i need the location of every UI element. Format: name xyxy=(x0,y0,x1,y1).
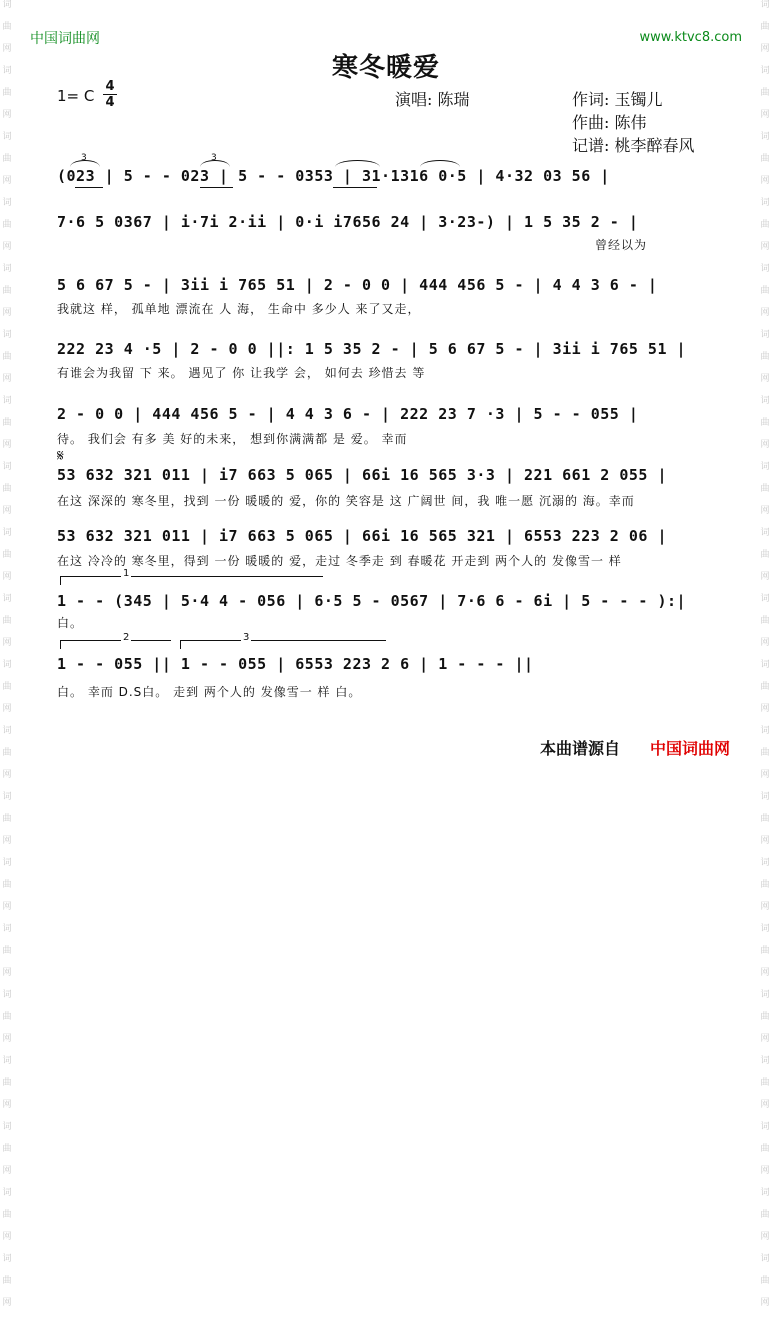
watermark-glyph: 词 xyxy=(2,528,12,538)
watermark-glyph: 曲 xyxy=(760,1144,770,1154)
watermark-glyph: 曲 xyxy=(2,286,12,296)
watermark-glyph: 网 xyxy=(2,1034,12,1044)
watermark-glyph: 词 xyxy=(760,198,770,208)
watermark-glyph: 网 xyxy=(2,1100,12,1110)
watermark-glyph: 词 xyxy=(2,66,12,76)
watermark-glyph: 曲 xyxy=(2,1078,12,1088)
watermark-glyph: 网 xyxy=(2,374,12,384)
watermark-glyph: 曲 xyxy=(2,154,12,164)
watermark-glyph: 网 xyxy=(2,1232,12,1242)
watermark-glyph: 网 xyxy=(760,902,770,912)
watermark-glyph: 网 xyxy=(760,1232,770,1242)
watermark-glyph: 网 xyxy=(2,770,12,780)
watermark-glyph: 曲 xyxy=(760,550,770,560)
notation-line-5: 2 - 0 0 | 444 456 5 - | 4 4 3 6 - | 222 23 7 ·3 | 5 - - 055 | xyxy=(57,405,639,423)
lyrics-line-3: 我就这 样， 孤单地 漂流在 人 海， 生命中 多少人 来了又走， xyxy=(57,302,421,316)
lyrics-line-9: 白。 幸而 D.S白。 走到 两个人的 发像雪一 样 白。 xyxy=(57,685,362,699)
watermark-glyph: 网 xyxy=(760,704,770,714)
watermark-glyph: 词 xyxy=(2,264,12,274)
watermark-glyph: 网 xyxy=(2,638,12,648)
watermark-glyph: 曲 xyxy=(760,220,770,230)
watermark-glyph: 曲 xyxy=(2,946,12,956)
watermark-glyph: 网 xyxy=(2,176,12,186)
footer-site-name[interactable]: 中国词曲网 xyxy=(650,739,731,758)
watermark-glyph: 网 xyxy=(2,440,12,450)
notation-line-4: 222 23 4 ·5 | 2 - 0 0 ||: 1 5 35 2 - | 5 6 67 5 - | 3ii i 765 51 | xyxy=(57,340,687,358)
lyrics-line-7: 在这 冷冷的 寒冬里，得到 一份 暖暖的 爱，走过 冬季走 到 春暖花 开走到 两个人的 发像雪一 样 xyxy=(57,554,622,568)
watermark-glyph: 词 xyxy=(2,924,12,934)
key-signature: 1= C xyxy=(57,87,95,105)
lyrics-line-2: 曾经以为 xyxy=(595,238,648,252)
watermark-glyph: 曲 xyxy=(760,484,770,494)
song-title: 寒冬暖爱 xyxy=(331,53,440,83)
slur-mark xyxy=(335,160,380,167)
watermark-glyph: 曲 xyxy=(2,1144,12,1154)
watermark-glyph: 网 xyxy=(2,506,12,516)
watermark-glyph: 网 xyxy=(760,440,770,450)
watermark-glyph: 词 xyxy=(760,858,770,868)
watermark-glyph: 网 xyxy=(760,1100,770,1110)
watermark-glyph: 曲 xyxy=(760,748,770,758)
watermark-glyph: 曲 xyxy=(2,88,12,98)
watermark-glyph: 网 xyxy=(760,242,770,252)
beam-line xyxy=(75,187,103,188)
watermark-glyph: 词 xyxy=(2,1188,12,1198)
time-signature xyxy=(103,80,117,109)
watermark-glyph: 曲 xyxy=(760,946,770,956)
watermark-glyph: 曲 xyxy=(760,286,770,296)
watermark-glyph: 词 xyxy=(2,990,12,1000)
watermark-glyph: 词 xyxy=(2,792,12,802)
watermark-glyph: 词 xyxy=(760,462,770,472)
watermark-glyph: 曲 xyxy=(760,418,770,428)
site-name-header[interactable]: 中国词曲网 xyxy=(30,31,100,47)
watermark-glyph: 词 xyxy=(2,1254,12,1264)
watermark-glyph: 网 xyxy=(760,770,770,780)
watermark-glyph: 曲 xyxy=(760,880,770,890)
watermark-glyph: 词 xyxy=(2,396,12,406)
volta-2-label: 2 xyxy=(123,632,130,643)
watermark-glyph: 词 xyxy=(760,0,770,10)
segno-sign: 𝄋 xyxy=(57,446,64,465)
watermark-glyph: 网 xyxy=(2,242,12,252)
watermark-glyph: 词 xyxy=(2,462,12,472)
watermark-glyph: 曲 xyxy=(760,1210,770,1220)
watermark-glyph: 曲 xyxy=(2,418,12,428)
watermark-glyph: 词 xyxy=(760,528,770,538)
watermark-glyph: 词 xyxy=(760,264,770,274)
beam-line xyxy=(333,187,377,188)
watermark-glyph: 词 xyxy=(2,0,12,10)
notation-line-8: 1 - - (345 | 5·4 4 - 056 | 6·5 5 - 0567 | 7·6 6 - 6i | 5 - - - ):| xyxy=(57,592,687,610)
watermark-glyph: 网 xyxy=(760,44,770,54)
lyricist-credit: 作词: 玉镯儿 xyxy=(572,90,663,109)
watermark-glyph: 曲 xyxy=(2,748,12,758)
watermark-glyph: 曲 xyxy=(2,1012,12,1022)
watermark-glyph: 词 xyxy=(2,726,12,736)
watermark-glyph: 曲 xyxy=(2,220,12,230)
watermark-glyph: 词 xyxy=(2,594,12,604)
watermark-glyph: 曲 xyxy=(760,22,770,32)
watermark-glyph: 词 xyxy=(760,66,770,76)
watermark-glyph: 网 xyxy=(760,1034,770,1044)
watermark-glyph: 曲 xyxy=(2,814,12,824)
watermark-glyph: 网 xyxy=(2,1166,12,1176)
watermark-glyph: 词 xyxy=(760,330,770,340)
watermark-glyph: 曲 xyxy=(2,22,12,32)
watermark-right xyxy=(758,0,772,1320)
watermark-glyph: 词 xyxy=(760,990,770,1000)
watermark-glyph: 网 xyxy=(2,44,12,54)
singer-credit: 演唱: 陈瑞 xyxy=(395,90,470,109)
notation-line-9: 1 - - 055 || 1 - - 055 | 6553 223 2 6 | 1 - - - || xyxy=(57,655,534,673)
watermark-glyph: 曲 xyxy=(2,550,12,560)
watermark-glyph: 词 xyxy=(2,330,12,340)
watermark-glyph: 词 xyxy=(760,1122,770,1132)
watermark-glyph: 曲 xyxy=(760,616,770,626)
watermark-glyph: 网 xyxy=(2,902,12,912)
watermark-glyph: 词 xyxy=(760,1056,770,1066)
watermark-glyph: 网 xyxy=(2,704,12,714)
beam-line xyxy=(200,187,233,188)
slur-mark xyxy=(420,160,460,167)
watermark-glyph: 网 xyxy=(2,572,12,582)
watermark-glyph: 网 xyxy=(760,506,770,516)
watermark-left xyxy=(0,0,14,1320)
volta-bracket-1 xyxy=(60,568,323,585)
watermark-glyph: 网 xyxy=(760,1298,770,1308)
volta-3-label: 3 xyxy=(243,632,250,643)
watermark-glyph: 曲 xyxy=(760,682,770,692)
watermark-glyph: 曲 xyxy=(760,1078,770,1088)
triplet-mark: 3 xyxy=(211,153,217,163)
watermark-glyph: 词 xyxy=(760,1188,770,1198)
volta-1-label: 1 xyxy=(123,568,130,579)
watermark-glyph: 词 xyxy=(2,1122,12,1132)
notation-line-7: 53 632 321 011 | i7 663 5 065 | 66i 16 565 321 | 6553 223 2 06 | xyxy=(57,527,667,545)
notation-line-3: 5 6 67 5 - | 3ii i 765 51 | 2 - 0 0 | 444 456 5 - | 4 4 3 6 - | xyxy=(57,276,658,294)
watermark-glyph: 网 xyxy=(760,572,770,582)
transcriber-credit: 记谱: 桃李醉春风 xyxy=(572,136,695,155)
composer-credit: 作曲: 陈伟 xyxy=(572,113,647,132)
watermark-glyph: 词 xyxy=(760,792,770,802)
watermark-glyph: 网 xyxy=(760,1166,770,1176)
notation-line-2: 7·6 5 0367 | i·7i 2·ii | 0·i i7656 24 | 3·23-) | 1 5 35 2 - | xyxy=(57,213,639,231)
watermark-glyph: 词 xyxy=(760,924,770,934)
watermark-glyph: 曲 xyxy=(760,1012,770,1022)
watermark-glyph: 网 xyxy=(2,968,12,978)
watermark-glyph: 词 xyxy=(760,594,770,604)
lyrics-line-6: 在这 深深的 寒冬里，找到 一份 暖暖的 爱，你的 笑容是 这 广阔世 间，我 唯一愿 沉溺的 海。幸而 xyxy=(57,494,635,508)
lyrics-line-8: 白。 xyxy=(57,616,84,630)
volta-bracket-3 xyxy=(180,632,386,649)
watermark-glyph: 曲 xyxy=(2,682,12,692)
site-url-header[interactable]: www.ktvc8.com xyxy=(639,30,742,45)
watermark-glyph: 网 xyxy=(2,1298,12,1308)
watermark-glyph: 曲 xyxy=(760,814,770,824)
watermark-glyph: 网 xyxy=(760,968,770,978)
watermark-glyph: 曲 xyxy=(2,1276,12,1286)
watermark-glyph: 词 xyxy=(760,1254,770,1264)
watermark-glyph: 网 xyxy=(760,836,770,846)
watermark-glyph: 网 xyxy=(760,374,770,384)
notation-line-1: (023 | 5 - - 023 | 5 - - 0353 | 31·1316 0·5 | 4·32 03 56 | xyxy=(57,167,610,185)
watermark-glyph: 词 xyxy=(760,396,770,406)
watermark-glyph: 网 xyxy=(760,176,770,186)
watermark-glyph: 词 xyxy=(760,132,770,142)
watermark-glyph: 曲 xyxy=(760,352,770,362)
watermark-glyph: 词 xyxy=(760,660,770,670)
source-label: 本曲谱源自 xyxy=(540,739,621,758)
meter-bottom: 4 xyxy=(105,95,115,110)
watermark-glyph: 网 xyxy=(760,110,770,120)
watermark-glyph: 网 xyxy=(760,308,770,318)
lyrics-line-5: 待。 我们会 有多 美 好的未来， 想到你满满都 是 爱。 幸而 xyxy=(57,432,408,446)
triplet-mark: 3 xyxy=(81,153,87,163)
watermark-glyph: 曲 xyxy=(760,88,770,98)
watermark-glyph: 曲 xyxy=(760,1276,770,1286)
watermark-glyph: 网 xyxy=(2,308,12,318)
watermark-glyph: 曲 xyxy=(2,1210,12,1220)
meter-top: 4 xyxy=(105,79,115,94)
watermark-glyph: 网 xyxy=(2,836,12,846)
watermark-glyph: 词 xyxy=(760,726,770,736)
watermark-glyph: 词 xyxy=(2,858,12,868)
watermark-glyph: 曲 xyxy=(2,616,12,626)
watermark-glyph: 网 xyxy=(760,638,770,648)
watermark-glyph: 曲 xyxy=(760,154,770,164)
volta-bracket-2 xyxy=(60,632,171,649)
watermark-glyph: 词 xyxy=(2,198,12,208)
watermark-glyph: 词 xyxy=(2,660,12,670)
watermark-glyph: 词 xyxy=(2,1056,12,1066)
watermark-glyph: 曲 xyxy=(2,484,12,494)
watermark-glyph: 词 xyxy=(2,132,12,142)
watermark-glyph: 曲 xyxy=(2,880,12,890)
watermark-glyph: 网 xyxy=(2,110,12,120)
notation-line-6: 53 632 321 011 | i7 663 5 065 | 66i 16 565 3·3 | 221 661 2 055 | xyxy=(57,466,667,484)
watermark-glyph: 曲 xyxy=(2,352,12,362)
lyrics-line-4: 有谁会为我留 下 来。 遇见了 你 让我学 会， 如何去 珍惜去 等 xyxy=(57,366,426,380)
